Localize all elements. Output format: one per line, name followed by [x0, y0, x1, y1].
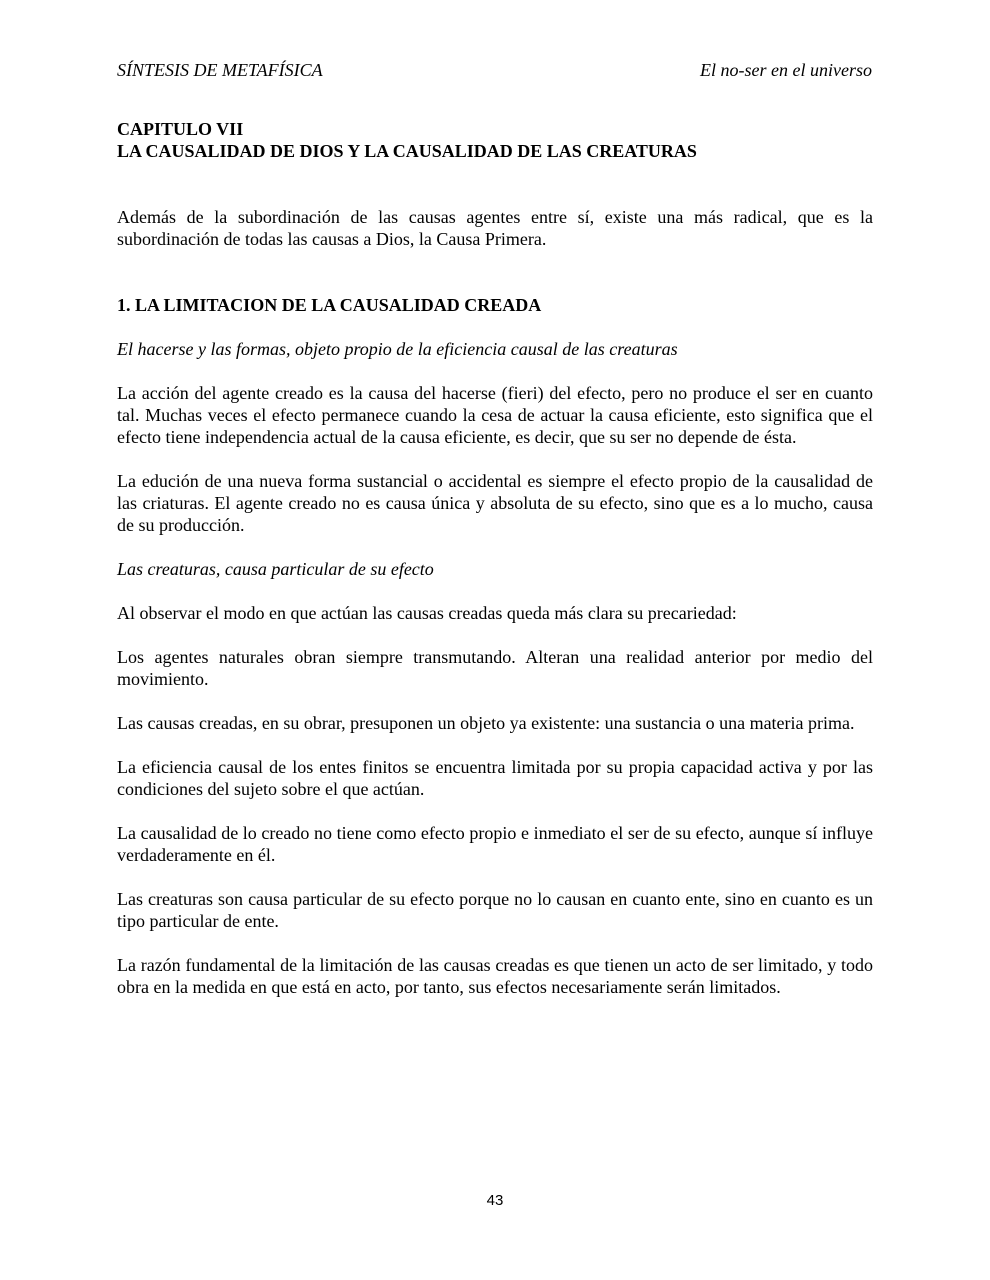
header-book-title: SÍNTESIS DE METAFÍSICA [117, 60, 323, 80]
running-header [117, 59, 872, 81]
subheading-fieri: El hacerse y las formas, objeto propio de la eficiencia causal de las creaturas [117, 339, 678, 359]
subheading-causa-particular: Las creaturas, causa particular de su efecto [117, 559, 434, 579]
paragraph: La edución de una nueva forma sustancial o accidental es siempre el efecto propio de la causalidad de las criaturas. El agente creado no es causa única y absoluta de su efecto, sino que es a lo mucho, causa de su producción. [117, 471, 873, 535]
header-chapter-topic: El no-ser en el universo [700, 60, 872, 80]
paragraph: La acción del agente creado es la causa del hacerse (fieri) del efecto, pero no produce el ser en cuanto tal. Muchas veces el efecto permanece cuando la cesa de actuar la causa eficiente, esto significa que el efecto tiene independencia actual de la causa eficiente, es decir, que su ser no depende de ésta. [117, 383, 873, 447]
paragraph: Al observar el modo en que actúan las causas creadas queda más clara su precariedad: [117, 603, 737, 623]
chapter-number: CAPITULO VII [117, 119, 244, 139]
paragraph: La razón fundamental de la limitación de las causas creadas es que tienen un acto de ser limitado, y todo obra en la medida en que está en acto, por tanto, sus efectos necesariamente serán limitados. [117, 955, 873, 997]
paragraph: Las creaturas son causa particular de su efecto porque no lo causan en cuanto ente, sino en cuanto es un tipo particular de ente. [117, 889, 873, 931]
paragraph: La causalidad de lo creado no tiene como efecto propio e inmediato el ser de su efecto, aunque sí influye verdaderamente en él. [117, 823, 873, 865]
intro-paragraph: Además de la subordinación de las causas agentes entre sí, existe una más radical, que es la subordinación de todas las causas a Dios, la Causa Primera. [117, 207, 873, 249]
paragraph: La eficiencia causal de los entes finitos se encuentra limitada por su propia capacidad activa y por las condiciones del sujeto sobre el que actúan. [117, 757, 873, 799]
chapter-title: LA CAUSALIDAD DE DIOS Y LA CAUSALIDAD DE LAS CREATURAS [117, 141, 697, 161]
page-number: 43 [486, 1192, 504, 1209]
section-heading: 1. LA LIMITACION DE LA CAUSALIDAD CREADA [117, 295, 542, 315]
page-body [117, 118, 873, 1020]
paragraph: Las causas creadas, en su obrar, presuponen un objeto ya existente: una sustancia o una materia prima. [117, 713, 855, 733]
paragraph: Los agentes naturales obran siempre transmutando. Alteran una realidad anterior por medio del movimiento. [117, 647, 873, 689]
